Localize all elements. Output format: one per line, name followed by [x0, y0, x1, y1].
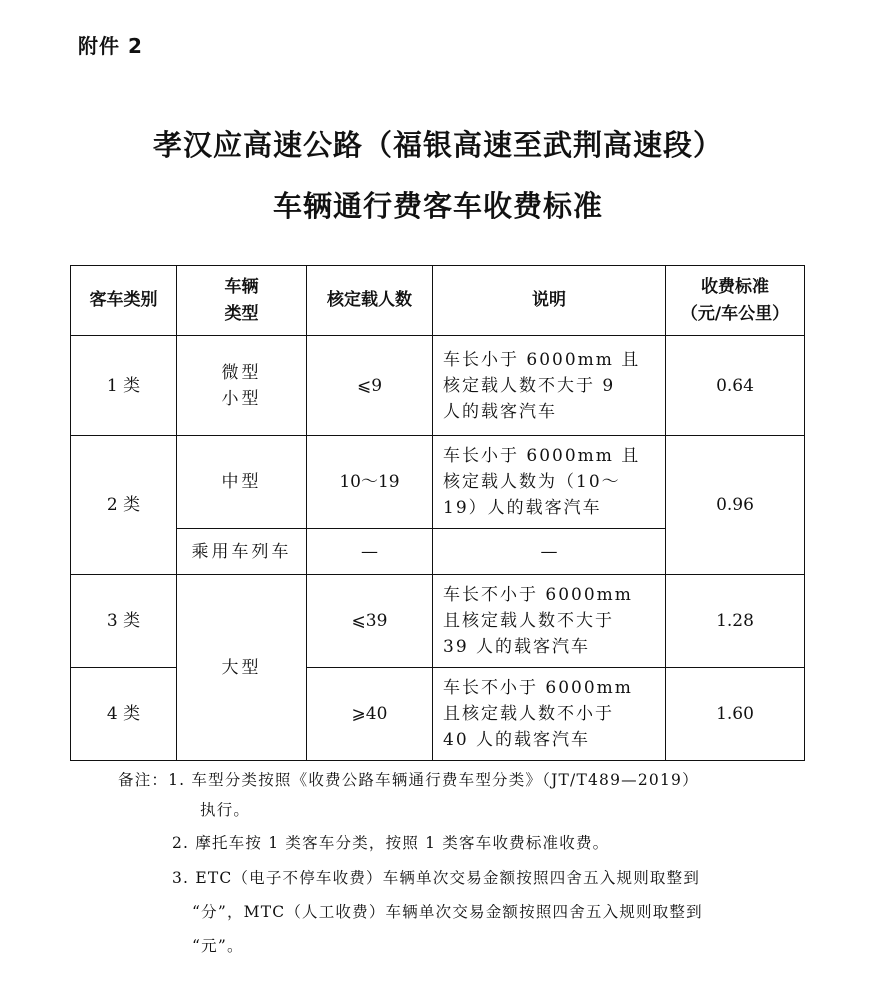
row4-capacity: ⩾40: [307, 668, 433, 761]
row3-capacity: ⩽39: [307, 575, 433, 668]
row4-desc-line3: 40 人的载客汽车: [443, 730, 591, 750]
header-category: 客车类别: [71, 266, 177, 336]
row3-desc-line3: 39 人的载客汽车: [443, 637, 591, 657]
row1-type-line2: 小型: [221, 388, 262, 409]
table-row: [71, 336, 805, 436]
row3-4-type: 大型: [177, 575, 307, 761]
table-header-row: [71, 266, 805, 336]
toll-rate-table: [70, 265, 805, 761]
row2-desc-line1: 车长小于 6000mm 且: [443, 446, 641, 466]
row2-type: 中型: [177, 436, 307, 529]
row1-description: [433, 336, 666, 436]
header-rate-line2: （元/车公里）: [680, 303, 790, 324]
row1-rate: 0.64: [666, 336, 805, 436]
table-row: [71, 436, 805, 529]
document-title-line1: 孝汉应高速公路（福银高速至武荆高速段）: [152, 128, 723, 162]
row3-description: [433, 575, 666, 668]
row4-category: 4 类: [71, 668, 177, 761]
note3-line3: “元”。: [192, 937, 244, 955]
row2-desc-line3: 19）人的载客汽车: [443, 498, 602, 518]
header-vehicle-type-line2: 类型: [224, 303, 259, 324]
row1-type: [177, 336, 307, 436]
row3-rate: 1.28: [666, 575, 805, 668]
row4-description: [433, 668, 666, 761]
row2-sub-type: 乘用车列车: [177, 529, 307, 575]
row2-category: 2 类: [71, 436, 177, 575]
row2-capacity: 10～19: [307, 436, 433, 529]
row4-rate: 1.60: [666, 668, 805, 761]
note1-line1: 备注：1. 车型分类按照《收费公路车辆通行费车型分类》（JT/T489—2019）: [118, 771, 699, 789]
row1-category: 1 类: [71, 336, 177, 436]
row4-desc-line2: 且核定载人数不小于: [443, 704, 614, 724]
row2-sub-description: —: [433, 529, 666, 575]
note3-line1: 3. ETC（电子不停车收费）车辆单次交易金额按照四舍五入规则取整到: [172, 869, 701, 887]
row4-desc-line1: 车长不小于 6000mm: [443, 678, 633, 698]
row1-desc-line3: 人的载客汽车: [443, 401, 557, 422]
note3-line2: “分”，MTC（人工收费）车辆单次交易金额按照四舍五入规则取整到: [192, 903, 703, 921]
note2: 2. 摩托车按 1 类客车分类，按照 1 类客车收费标准收费。: [172, 834, 610, 852]
document-title-line2: 车辆通行费客车收费标准: [272, 189, 603, 223]
header-rate: [666, 266, 805, 336]
row1-desc-line2: 核定载人数不大于 9: [443, 375, 616, 396]
header-description: 说明: [433, 266, 666, 336]
row1-capacity: ⩽9: [307, 336, 433, 436]
row2-desc-line2: 核定载人数为（10～: [443, 472, 621, 492]
header-vehicle-type: [177, 266, 307, 336]
attachment-label: 附件 2: [78, 34, 143, 58]
header-rate-line1: 收费标准: [701, 276, 769, 297]
row2-description: [433, 436, 666, 529]
header-capacity: 核定载人数: [307, 266, 433, 336]
note1-line2: 执行。: [200, 801, 251, 819]
header-vehicle-type-line1: 车辆: [224, 276, 259, 297]
row3-category: 3 类: [71, 575, 177, 668]
row3-desc-line2: 且核定载人数不大于: [443, 611, 614, 631]
row2-sub-capacity: —: [307, 529, 433, 575]
row3-desc-line1: 车长不小于 6000mm: [443, 585, 633, 605]
row2-rate: 0.96: [666, 436, 805, 575]
table-row: [71, 575, 805, 668]
row1-type-line1: 微型: [221, 362, 262, 383]
row1-desc-line1: 车长小于 6000mm 且: [443, 349, 641, 370]
